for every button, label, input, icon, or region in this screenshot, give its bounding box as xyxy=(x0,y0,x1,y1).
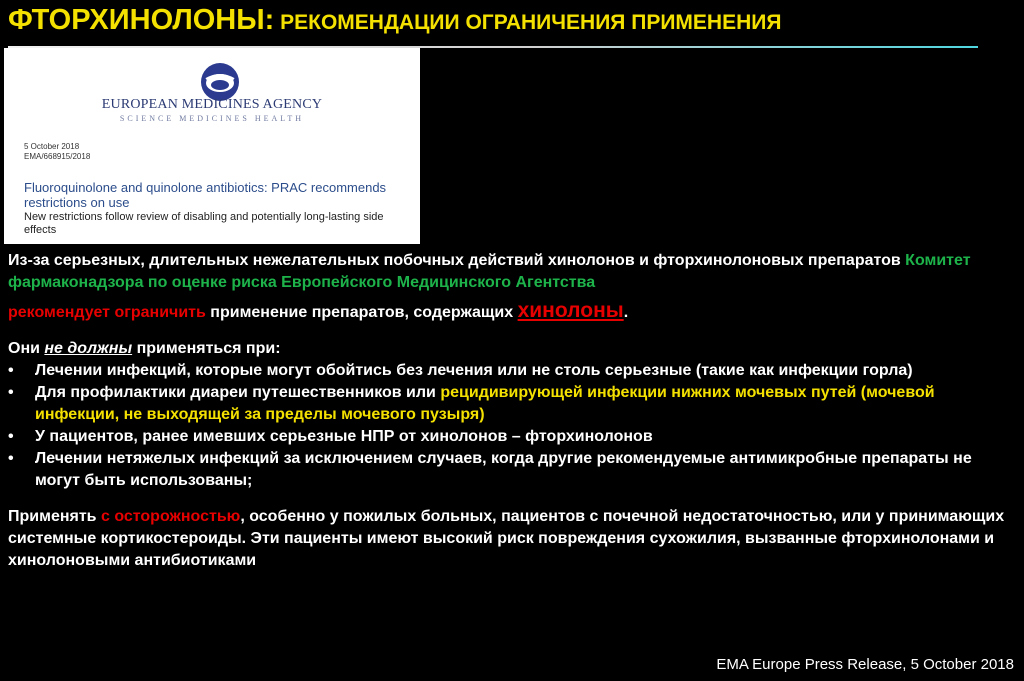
list-item xyxy=(8,360,1018,382)
list-item-text: У пациентов, ранее имевших серьезные НПР от хинолонов – фторхинолонов xyxy=(35,428,653,445)
bullet-icon: • xyxy=(8,450,14,467)
caution-paragraph xyxy=(8,506,1018,572)
quinolones-highlight: хинолоны xyxy=(517,299,624,322)
ema-headline: Fluoroquinolone and quinolone antibiotics: PRAC recommends restrictions on use xyxy=(24,180,387,210)
bullet-icon: • xyxy=(8,384,14,401)
ema-date: 5 October 2018 xyxy=(24,142,80,151)
lead-text-b: применяться при: xyxy=(132,340,281,357)
page-title xyxy=(8,4,1018,37)
list-item-text: Лечении инфекций, которые могут обойтись без лечения или не столь серьезные (такие как инфекции горла) xyxy=(35,362,913,379)
list-item-text: Лечении нетяжелых инфекций за исключением случаев, когда другие рекомендуемые антимикробные препараты не могут быть использованы; xyxy=(35,450,972,489)
caution-text-b: , особенно у пожилых больных, пациентов с почечной недостаточностью, или у принимающих системные кортикостероиды. Эти пациенты имеют высокий риск повреждения сухожилия, вызванные фторхинолонами и хинолоновыми антибиотиками xyxy=(8,508,1005,569)
bullet-icon: • xyxy=(8,362,14,379)
caution-text-a: Применять xyxy=(8,508,101,525)
title-main: ФТОРХИНОЛОНЫ: xyxy=(8,4,275,36)
ema-subheadline: New restrictions follow review of disabling and potentially long-lasting side effects xyxy=(24,211,384,236)
ema-agency-name: EUROPEAN MEDICINES AGENCY xyxy=(101,97,323,112)
list-item-text: Для профилактики диареи путешественников или xyxy=(35,384,441,401)
prac-committee-name: Комитет фармаконадзора по оценке риска Европейского Медицинского Агентства xyxy=(8,252,971,291)
must-not-emphasis: не должны xyxy=(44,340,133,357)
caution-emphasis: с осторожностью xyxy=(100,508,241,525)
restrictions-lead xyxy=(8,338,1018,360)
recommendation-emphasis: рекомендует ограничить xyxy=(8,304,206,321)
uti-highlight: рецидивирующей инфекции нижних мочевых путей (мочевой инфекции, не выходящей за пределы мочевого пузыря) xyxy=(35,384,935,423)
ema-tagline: SCIENCE MEDICINES HEALTH xyxy=(119,114,305,123)
title-rest: РЕКОМЕНДАЦИИ ОГРАНИЧЕНИЯ ПРИМЕНЕНИЯ xyxy=(274,11,782,34)
source-citation: EMA Europe Press Release, 5 October 2018 xyxy=(716,656,1014,673)
intro-paragraph xyxy=(8,250,1018,294)
list-item xyxy=(8,382,1018,426)
list-item xyxy=(8,448,1018,492)
list-item xyxy=(8,426,1018,448)
recommendation-end: . xyxy=(623,304,629,321)
main-content xyxy=(8,250,1018,572)
bullet-icon: • xyxy=(8,428,14,445)
recommendation-line xyxy=(8,300,1018,324)
recommendation-text: применение препаратов, содержащих xyxy=(205,304,518,321)
lead-text-a: Они xyxy=(8,340,45,357)
ema-reference: EMA/668915/2018 xyxy=(24,152,91,161)
ema-logo-icon xyxy=(200,62,240,102)
intro-text: Из-за серьезных, длительных нежелательных побочных действий хинолонов и фторхинолоновых препаратов xyxy=(8,252,906,269)
ema-date-block xyxy=(24,142,90,162)
ema-press-release-image xyxy=(4,48,420,244)
